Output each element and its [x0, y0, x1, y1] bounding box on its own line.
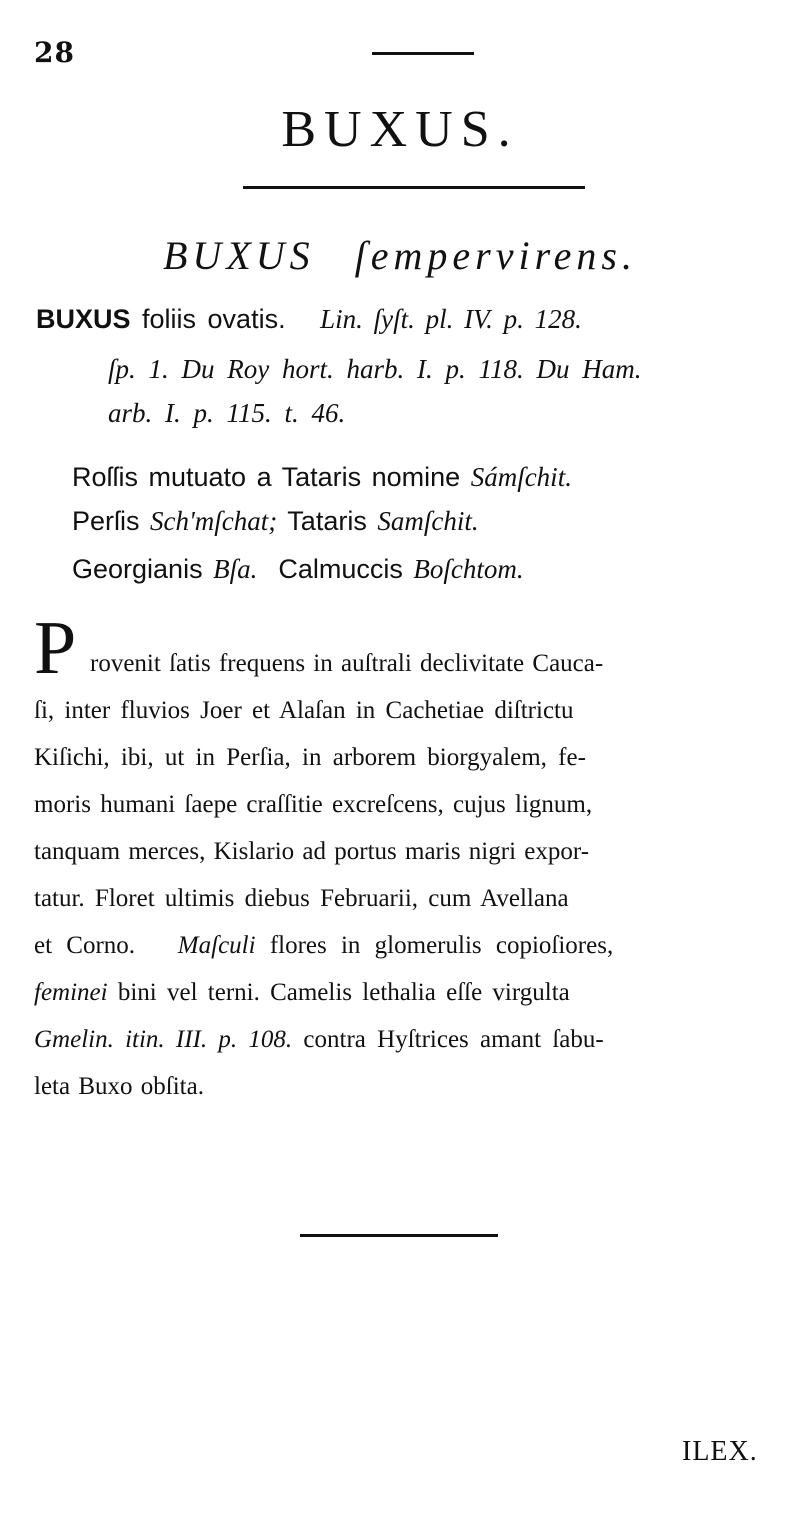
vernacular-text: Tataris: [287, 506, 367, 536]
description-line-4: moris humani ſaepe craſſitie excreſcens, cujus lignum,: [34, 791, 593, 818]
page-title: BUXUS.: [281, 101, 519, 158]
description-text: bini vel terni. Camelis lethalia eſſe virgulta: [117, 979, 570, 1006]
page-number: 28: [34, 36, 75, 69]
synonymy-genus: BUXUS: [36, 304, 131, 334]
description-text: flores in glomerulis copioſiores,: [269, 932, 614, 959]
vernacular-name: Sch'mſchat;: [150, 506, 278, 536]
vernacular-text: Perſis: [72, 506, 140, 536]
description-text: contra Hyſtrices amant ſabu-: [303, 1026, 604, 1053]
synonymy-line-1: [36, 304, 582, 335]
description-line-8: [34, 979, 570, 1007]
description-line-9: [34, 1026, 604, 1054]
synonymy-line-2: [108, 354, 641, 385]
drop-cap: P: [34, 606, 77, 690]
synonymy-line-3: [108, 398, 345, 429]
top-rule: [372, 52, 474, 55]
vernacular-text: Calmuccis: [278, 554, 403, 584]
vernacular-line-2: [72, 506, 479, 537]
description-line-7: [34, 932, 613, 960]
description-text: et Corno.: [34, 932, 136, 959]
description-line-1: rovenit ſatis frequens in auſtrali declivitate Cauca-: [90, 650, 604, 677]
bottom-rule: [300, 1234, 498, 1237]
synonymy-reference-3: arb. I. p. 115. t. 46.: [108, 398, 346, 428]
vernacular-name: Samſchit.: [377, 506, 479, 536]
vernacular-text: Roſſis mutuato a Tataris nomine: [72, 462, 461, 492]
species-genus: BUXUS: [163, 233, 315, 278]
vernacular-name: Sámſchit.: [470, 462, 572, 492]
vernacular-line-1: [72, 462, 572, 493]
description-italic: Gmelin. itin. III. p. 108.: [34, 1026, 293, 1053]
description-line-3: Kiſichi, ibi, ut in Perſia, in arborem biorgyalem, fe-: [34, 744, 586, 771]
vernacular-name: Bſa.: [213, 554, 258, 584]
synonymy-reference-2: ſp. 1. Du Roy hort. harb. I. p. 118. Du Ham.: [108, 354, 642, 384]
catchword: ILEX.: [682, 1436, 758, 1467]
vernacular-line-3: [72, 554, 524, 585]
description-italic: Maſculi: [177, 932, 256, 959]
vernacular-name: Boſchtom.: [413, 554, 524, 584]
synonymy-text: foliis ovatis.: [142, 304, 286, 334]
description-line-2: ſi, inter fluvios Joer et Alaſan in Cachetiae diſtrictu: [34, 697, 574, 724]
species-epithet: ſempervirens.: [354, 233, 637, 278]
vernacular-text: Georgianis: [72, 554, 203, 584]
description-line-6: tatur. Floret ultimis diebus Februarii, cum Avellana: [34, 885, 569, 912]
species-heading: [0, 232, 800, 279]
synonymy-reference: Lin. ſyſt. pl. IV. p. 128.: [320, 304, 582, 334]
description-italic: feminei: [34, 979, 108, 1006]
description-line-10: leta Buxo obſita.: [34, 1073, 204, 1100]
title-rule: [243, 186, 585, 189]
description-line-5: tanquam merces, Kislario ad portus maris nigri expor-: [34, 838, 590, 865]
